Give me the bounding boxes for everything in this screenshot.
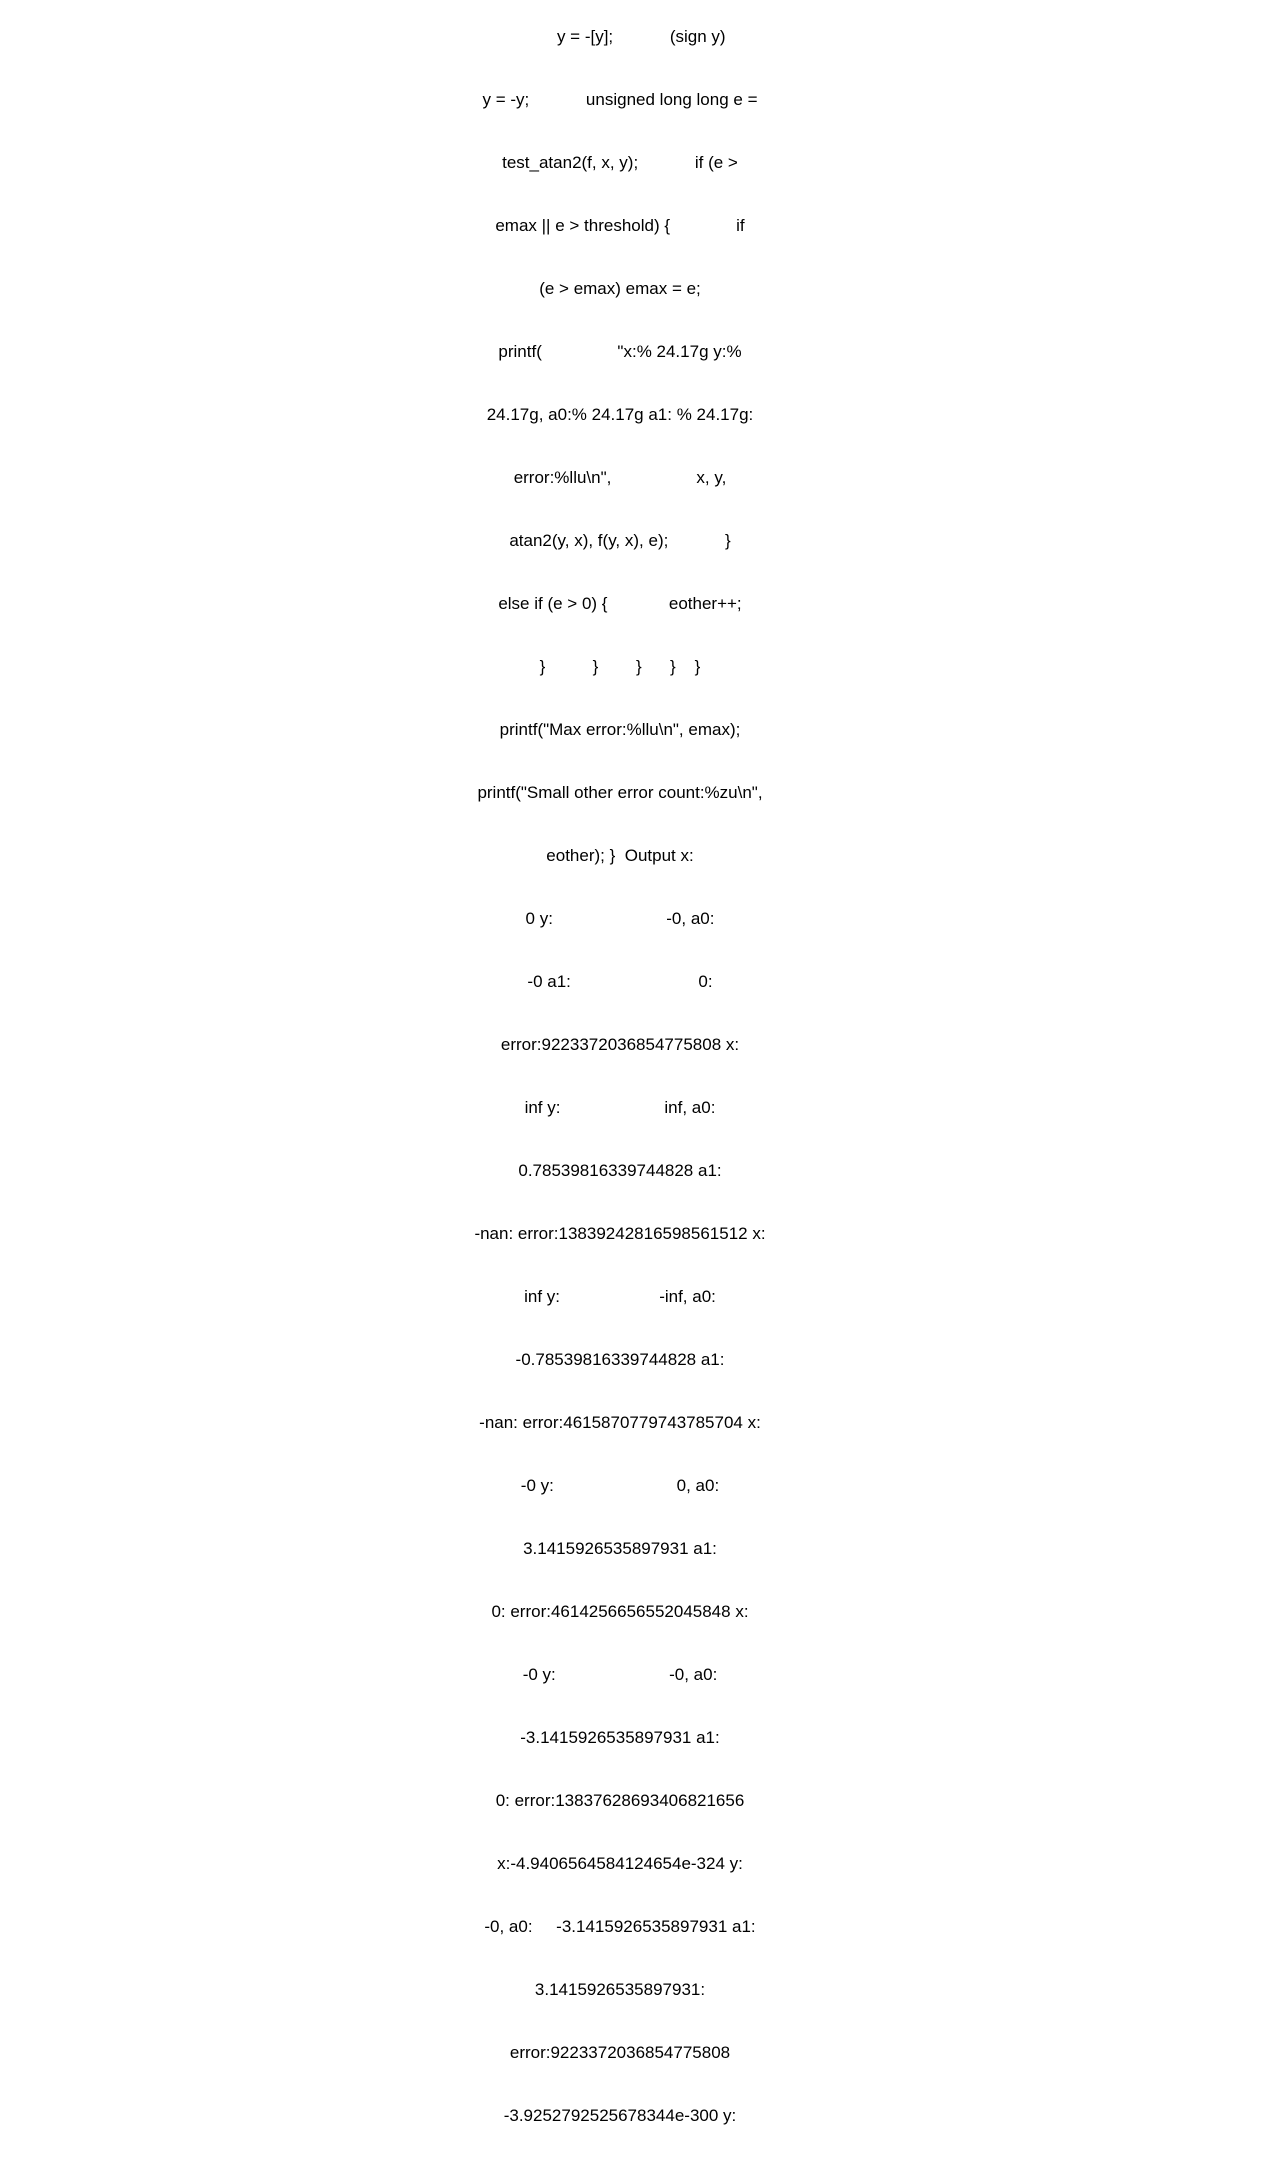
text-line: 0: error:13837628693406821656 [495,1791,745,1810]
text-line: inf y: -inf, a0: [524,1287,716,1306]
text-line: 3.1415926535897931: [534,1980,706,1999]
text-line: 24.17g, a0:% 24.17g a1: % 24.17g: [486,405,754,424]
text-line: 0.78539816339744828 a1: [518,1161,722,1180]
code-text-column [450,0,790,2168]
text-line: atan2(y, x), f(y, x), e); } [509,531,731,550]
text-line: 0 y: -0, a0: [525,909,715,928]
text-line: -3.1415926535897931 a1: [520,1728,720,1747]
text-line: emax || e > threshold) { if [495,216,745,235]
text-line: inf y: inf, a0: [524,1098,716,1117]
text-line: } } } } } [539,657,701,676]
text-line: y = -y; unsigned long long e = [482,90,758,109]
text-line: (e > emax) emax = e; [539,279,701,298]
text-line: -0.78539816339744828 a1: [515,1350,725,1369]
text-line: else if (e > 0) { eother++; [498,594,742,613]
text-line: x:-4.9406564584124654e-324 y: [497,1854,743,1873]
text-line: 3.1415926535897931 a1: [523,1539,717,1558]
text-line: -0, a0: -3.1415926535897931 a1: [484,1917,756,1936]
text-line: -nan: error:4615870779743785704 x: [479,1413,761,1432]
text-line: -0 y: 0, a0: [520,1476,720,1495]
text-line: -0 y: -0, a0: [522,1665,718,1684]
text-line: printf( "x:% 24.17g y:% [498,342,742,361]
text-line: error:%llu\n", x, y, [513,468,727,487]
text-line: test_atan2(f, x, y); if (e > [502,153,738,172]
text-line: y = -[y]; (sign y) [514,27,726,46]
text-line: -nan: error:13839242816598561512 x: [474,1224,766,1243]
text-line: 0: error:4614256656552045848 x: [491,1602,749,1621]
text-line: error:9223372036854775808 x: [500,1035,740,1054]
text-line: printf("Small other error count:%zu\n", [477,783,763,802]
text-line: -3.9252792525678344e-300 y: [503,2106,737,2125]
text-line: error:9223372036854775808 [509,2043,731,2062]
text-line: printf("Max error:%llu\n", emax); [499,720,741,739]
text-line: -0 a1: 0: [527,972,713,991]
text-line: eother); } Output x: [546,846,694,865]
